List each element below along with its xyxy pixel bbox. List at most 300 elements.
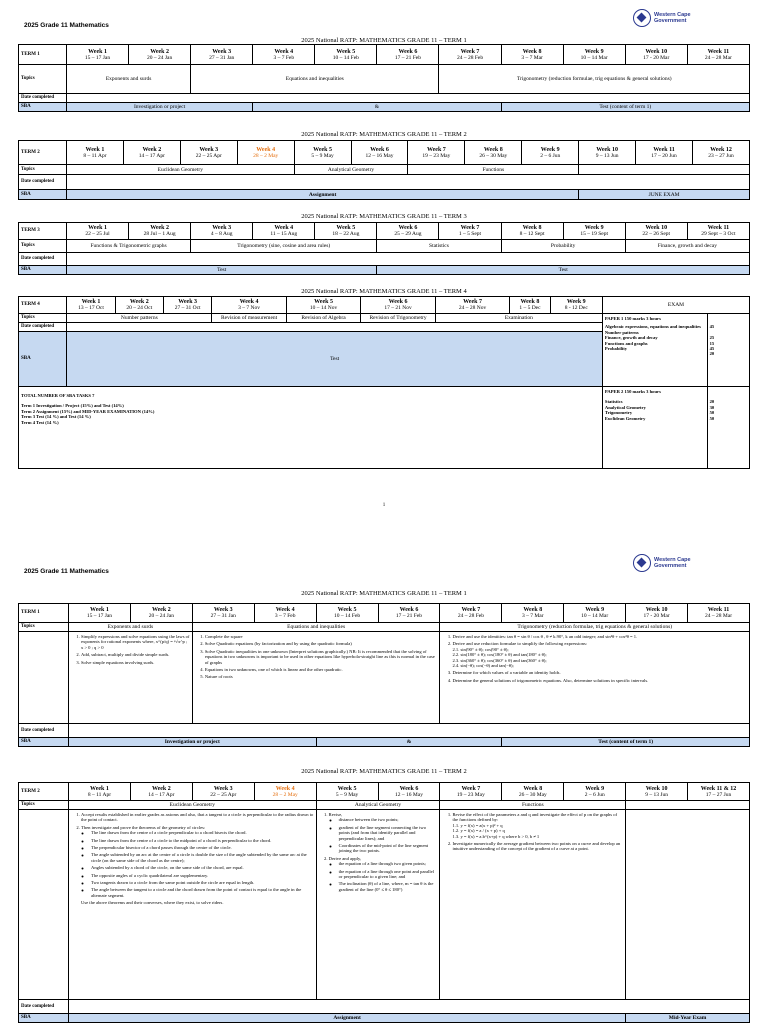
sba-task: Test (content of term 1) [501,103,749,112]
content-subitem: ◦ The inclination (θ) of a line, where, m = tan θ is the gradient of the line (0° ≤ θ ≤ 180°) [339,881,438,892]
week-label: Week 9 [566,299,586,305]
paper-1-mark: 20 [709,351,715,357]
week-dates: 28 Jul – 1 Aug [143,231,176,237]
week-label: Week 7 [460,48,480,55]
paper-2-mark: 50 [709,415,715,421]
content-item: 5. Nature of roots [205,674,438,679]
week-label: Week 9 [585,785,605,792]
paper-1-item: Finance, growth and decay [604,335,658,341]
week-label: Week 1 [81,299,101,305]
page-2 [0,512,768,1024]
week-dates: 17 – 27 Jun [705,791,732,798]
week-label: Week 8 [522,48,542,55]
content-subitem: ◦ The angle between the tangent to a circle and the chord drawn from the point of contact is equal to the angle in the alternate segment. [91,887,314,898]
topic-cell: Revision of Algebra [286,314,361,323]
week-label: Week 1 [90,785,109,792]
week-dates: 18 – 22 Aug [332,231,360,237]
week-label: Week 1 [85,146,105,153]
term3-title: 2025 National RATP: MATHEMATICS GRADE 11 – TERM 3 [301,213,467,220]
week-label: Week 8 [520,299,540,305]
week-label: Week 9 [584,48,604,55]
topic-cell: Probability [501,240,625,253]
sba-label: SBA [19,266,67,275]
date-completed-label: Date completed [19,253,67,266]
week-dates: 10 – 14 Mar [580,54,608,61]
week-label: Week 1 [88,48,107,55]
paper-2-item: Analytical Geometry [604,404,646,410]
content-functions [440,810,626,1000]
week-label: Week 8 [523,785,543,792]
week-label: Week 7 [460,225,480,231]
week-dates: 24 – 28 Mar [704,54,732,61]
topic-cell: Trigonometry (reduction formulae, trig equations & general solutions) [440,623,750,632]
paper-2-mark: 30 [709,404,715,410]
week-label: Week 10 [645,48,668,55]
week-dates: 17 - 20 Mar [643,54,670,61]
paper-2-marks [707,387,749,469]
content-item: 3. Solve Quadratic inequalities in one unknown (Interpret solutions graphically.) NB: It is recommended that the solving of equations in two unknowns is important to be used in other equations like hyperbola-straight line as this is normal in the case of graphs [205,649,438,665]
week-dates: 24 – 28 Feb [456,54,484,61]
term-label: TERM 1 [19,45,67,65]
week-dates: 4 – 8 Aug [210,231,233,237]
week-dates: 24 – 28 Mar [705,613,733,619]
logo-line-1: Western Cape [654,12,691,18]
content-item: 4. Determine the general solutions of trigonometric equations. Also, determine solutions in specific intervals. [452,678,747,683]
week-label: Week 6 [399,785,419,792]
paper-2-item: Trigonometry [604,410,633,416]
week-dates: 20 – 24 Oct [126,305,153,311]
week-label: Week 2 [151,785,171,792]
week-dates: 26 – 30 May [479,152,508,159]
week-dates: 22 – 25 Apr [210,791,237,798]
week-dates: 15 – 17 Jan [86,613,113,619]
topic-cell: Revision of Trigonometry [361,314,436,323]
term4-table [18,296,750,469]
paper-2-mark: 50 [709,410,715,416]
week-dates: 1 – 5 Sept [458,231,482,237]
week-dates: 15 – 17 Jan [84,54,111,61]
paper-1-mark: 15 [709,340,715,346]
topic-cell: Functions [408,165,579,175]
week-label: Week 9 [540,146,560,153]
sba-term-task: Term 2 Assignment (15%) and MID-YEAR EXAMINATION (14%) [21,408,155,414]
week-label: Week 2 [150,225,170,231]
week-dates: 11 – 15 Aug [270,231,298,237]
topic-cell: Exponents and surds [67,65,191,94]
week-label: Week 6 [399,607,419,613]
paper-1-item: Number patterns [604,329,639,335]
sba-task: Assignment [67,190,579,200]
content-equations [192,632,440,724]
week-dates: 23 – 27 Jun [708,152,734,159]
week-label: Week 1 [88,225,107,231]
paper-1-mark: 45 [709,324,715,330]
week-dates: 3 – 7 Mar [522,613,544,619]
content-subitem: ◦ gradient of the line segment connecting the two points (and from that identify parallel and perpendicular lines); and [339,825,438,841]
week-label: Week 12 [710,146,732,153]
topics-label: Topics [19,65,67,94]
week-dates: 17 - 20 Mar [643,613,670,619]
week-label: Week 8 [523,607,543,613]
week-dates: 8 - 12 Dec [564,305,588,311]
week-dates: 3 – 7 Nov [238,305,260,311]
paper-2-item: Statistics [604,399,623,405]
week-label: Week 6 [398,225,418,231]
week-label: Week 5 [336,48,356,55]
logo-line-2: Government [654,18,687,24]
week-dates: 9 – 13 Jun [595,152,619,159]
week-label: Week 11 & 12 [700,785,737,792]
week-dates: 10 – 14 Nov [309,305,338,311]
content-item: 1. Derive and use the identities: tan θ = sin θ / cos θ , θ ≠ k.90°, k an odd integer; and sin²θ + cos²θ = 1. [452,634,747,639]
week-dates: 2 – 6 Jun [584,791,605,798]
term-label: TERM 2 [19,141,67,165]
sba-task: Test [67,266,377,275]
sba-total: TOTAL NUMBER OF SBA TASKS 7 [21,393,95,398]
content-item: 1. Simplify expressions and solve equations using the laws of exponents for rational exponents where, x^(p/q) = ᵠ√x^p ; x > 0 ; q > 0 [81,634,190,650]
week-dates: 22 – 26 Sept [642,231,671,237]
week-label: Week 3 [213,785,233,792]
week-label: Week 3 [178,299,198,305]
logo [633,554,713,574]
sba-task: Investigation or project [69,738,317,747]
content-empty [626,810,750,1000]
topic-cell: Euclidean Geometry [69,801,317,810]
week-dates: 27 – 31 Oct [174,305,201,311]
content-item [452,812,623,839]
page-number: 1 [382,503,386,508]
topic-cell: Functions & Trigonometric graphs [67,240,191,253]
week-dates: 17 – 21 Nov [384,305,412,311]
week-dates: 15 – 19 Sept [580,231,608,237]
week-dates: 1 – 5 Dec [519,305,541,311]
topic-cell: Finance, growth and decay [625,240,749,253]
week-dates: 27 – 31 Jan [209,54,235,61]
week-label: Week 5 [313,146,332,153]
term3-table [18,222,750,275]
week-dates: 3 – 7 Feb [273,54,295,61]
topic-cell: Statistics [377,240,501,253]
content-item [329,812,438,854]
content-subitem: ◦ the equation of a line through two given points; [339,861,438,866]
topic-cell: Analytical Geometry [316,801,440,810]
paper-1-title: PAPER 1 150 marks 3 hours [604,316,661,321]
week-label: Week 5 [337,607,357,613]
week-dates: 19 – 23 May [422,152,451,159]
content-subitem: ◦ The perpendicular bisector of a chord passes through the centre of the circle. [91,845,314,850]
topic-cell: Euclidean Geometry [67,165,295,175]
content-label-cell [19,632,69,724]
week-label: Week 7 [461,785,481,792]
week-label: Week 4 [239,299,259,305]
term2-title: 2025 National RATP: MATHEMATICS GRADE 11 – TERM 2 [301,131,467,138]
content-item: 3. Solve simple equations involving surds. [81,660,190,665]
sba-label: SBA [19,332,67,387]
content-item [81,825,314,906]
exam-header: EXAM [602,297,749,314]
week-dates: 12 – 16 May [365,152,394,159]
logo-line-2: Government [654,563,687,569]
week-dates: 17 – 21 Feb [395,613,423,619]
week-label: Week 11 [707,48,730,55]
logo [633,9,713,29]
term1-title: 2025 National RATP: MATHEMATICS GRADE 11 – TERM 1 [301,37,467,44]
content-analytical [316,810,440,1000]
sba-task: JUNE EXAM [579,190,750,200]
content-subitem: 2.4. sin(−θ); cos(−θ) and tan(−θ); [452,663,514,669]
week-label: Week 11 [653,146,675,153]
week-label: Week 10 [645,225,668,231]
content-note: Use the above theorems and their converses, where they exist, to solve riders. [81,900,224,906]
week-label: Week 3 [212,225,232,231]
date-completed-label: Date completed [19,724,69,738]
week-label: Week 2 [142,146,162,153]
week-label: Week 8 [483,146,503,153]
week-label: Week 10 [645,607,668,613]
topics-label: Topics [19,314,67,323]
paper-1-breakdown [602,314,707,387]
sba-label: SBA [19,738,69,747]
week-dates: 8 – 11 Apr [83,152,107,159]
sba-task: Test [67,332,603,387]
week-dates: 19 – 23 May [456,791,485,798]
week-dates: 10 – 14 Mar [581,613,609,619]
term1-detail-table [18,603,750,747]
term2-detail-title: 2025 National RATP: MATHEMATICS GRADE 11 – TERM 2 [301,768,467,775]
week-dates: 10 – 14 Feb [334,613,361,619]
paper-1-item: Functions and graphs [604,340,648,346]
topics-label: Topics [19,623,69,632]
sba-ampersand: & [253,103,501,112]
content-subitem: 2.1. sin(90° ± θ); cos(90° ± θ); [452,646,509,652]
content-item-text: Revise the effect of the parameters a and q and investigate the effect of p on the graphs of the functions defined by: [452,812,618,823]
week-label: Week 4 [275,785,295,792]
date-completed-cell [69,724,750,738]
content-item-text: Revise, [328,812,343,817]
week-dates: 10 – 14 Feb [332,54,359,61]
paper-2-breakdown [602,387,707,469]
content-item: 1. Accept results established in earlier grades as axioms and also, that a tangent to a circle is perpendicular to the radius drawn to the point of contact. [81,812,314,823]
topic-cell: Number patterns [67,314,212,323]
content-subitem: 1.2. y = f(x) = a / (x + p) + q [452,828,505,834]
date-completed-label: Date completed [19,175,67,190]
term1-table [18,44,750,112]
content-subitem: 2.2. sin(180° ± θ); cos(180° ± θ) and tan(180° ± θ); [452,652,547,658]
date-completed-cell [67,323,603,332]
week-label: Week 3 [199,146,219,153]
term-label: TERM 1 [19,604,69,623]
sba-label: SBA [19,190,67,200]
week-label: Week 2 [151,607,171,613]
term-label: TERM 3 [19,223,67,240]
content-item-text: Derive and use reduction formulae to simplify the following expressions: [452,641,588,647]
term-label: TERM 2 [19,783,69,801]
week-dates: 17 – 21 Feb [394,54,421,61]
week-label: Week 3 [212,48,232,55]
sba-term-task: Term 4 Test (14 %) [21,419,59,425]
date-completed-cell [67,94,750,103]
week-label: Week 6 [370,146,389,153]
date-completed-cell [69,1000,750,1014]
term-label: TERM 4 [19,297,67,314]
term2-table [18,140,750,200]
content-subitem: ◦ Coordinates of the mid-point of the line segment joining the two points. [339,843,438,854]
content-euclidean [69,810,317,1000]
paper-2-item: Euclidean Geometry [604,415,646,421]
week-label: Week 10 [596,146,619,153]
week-dates: 3 – 7 Feb [274,613,296,619]
wcg-emblem-icon [633,554,651,572]
topic-cell: Trigonometry (reduction formulae, trig equations & general solutions) [439,65,750,94]
week-label: Week 9 [584,225,604,231]
week-label: Week 7 [461,607,481,613]
content-item: 2. Add, subtract, multiply and divide simple surds. [81,652,190,657]
week-dates: 28 – 2 May [272,791,298,798]
topic-cell: Trigonometry (sine, cosine and area rules) [191,240,377,253]
sba-task: Mid-Year Exam [626,1014,750,1023]
week-label: Week 10 [645,785,668,792]
week-label: Week 3 [213,607,233,613]
content-subitem: ◦ distance between the two points; [339,817,438,822]
paper-1-marks [707,314,749,387]
content-subitem: ◦ Two tangents drawn to a circle from the same point outside the circle are equal in length. [91,880,314,885]
content-subitem: 1.1. y = f(x) = a(x + p)² + q [452,822,503,828]
week-dates: 27 – 31 Jan [210,613,236,619]
sba-task: Test (content of term 1) [502,738,750,747]
week-dates: 24 – 28 Feb [457,613,484,619]
topic-cell: Functions [440,801,626,810]
topic-cell [626,801,750,810]
content-subitem: ◦ the equation of a line through one point and parallel or perpendicular to a given line; and [339,869,438,880]
week-label: Week 7 [426,146,446,153]
paper-1-item: Probability [604,346,628,352]
sba-label: SBA [19,1014,69,1023]
content-subitem: 2.3. sin(360° ± θ); cos(360° ± θ) and tan(360° ± θ); [452,657,547,663]
week-dates: 20 – 24 Jan [148,613,174,619]
week-label: Week 4 [274,48,294,55]
logo-line-1: Western Cape [654,557,691,563]
week-dates: 29 Sept – 3 Oct [701,231,736,237]
content-subitem: ◦ The line drawn from the centre of a circle to the midpoint of a chord is perpendicular to the chord. [91,838,314,843]
content-subitem: ◦ Angles subtended by a chord of the circle, on the same side of the chord, are equal. [91,865,314,870]
week-dates: 14 – 17 Apr [138,152,165,159]
week-dates: 20 – 24 Jan [147,54,173,61]
content-label-cell [19,810,69,1000]
content-subitem: ◦ The line drawn from the centre of a circle perpendicular to a chord bisects the chord. [91,830,314,835]
week-dates: 25 – 29 Aug [394,231,422,237]
content-item [452,641,747,668]
week-dates: 13 – 17 Oct [78,305,104,311]
week-dates: 3 – 7 Mar [521,54,543,61]
sba-ampersand: & [316,738,502,747]
week-dates: 14 – 17 Apr [148,791,175,798]
term2-detail-table [18,782,750,1023]
content-item-text: Derive and apply, [328,855,362,861]
week-label: Week 5 [314,299,333,305]
week-label: Week 6 [398,48,418,55]
topic-cell: Equations and inequalities [191,65,439,94]
week-label: Week 8 [522,225,542,231]
topics-label: Topics [19,165,67,175]
topic-cell [579,165,750,175]
sba-term-task: Term 1 Investigation / Project (15%) and Test (14%) [21,403,124,409]
week-dates: 26 – 30 May [518,791,547,798]
paper-1-item: Algebraic expressions, equations and inequalities [604,324,701,330]
content-item: 3. Determine for which values of a variable an identity holds. [452,670,747,675]
term4-title: 2025 National RATP: MATHEMATICS GRADE 11 – TERM 4 [301,288,467,295]
week-label: Week 7 [463,299,482,305]
topic-cell: Analytical Geometry [294,165,408,175]
content-exponents [69,632,193,724]
week-dates: 17 – 20 Jun [651,152,677,159]
date-completed-label: Date completed [19,94,67,103]
week-dates: 8 – 12 Sept [519,231,545,237]
week-label: Week 11 [707,225,730,231]
week-dates: 2 – 6 Jun [540,152,561,159]
sba-task: Assignment [69,1014,626,1023]
content-trigonometry [440,632,750,724]
paper-1-mark: 45 [709,346,715,352]
topics-label: Topics [19,240,67,253]
week-dates: 12 – 16 May [395,791,423,798]
sba-summary [19,387,603,469]
date-completed-label: Date completed [19,1000,69,1014]
paper-2-mark: 20 [709,399,715,405]
content-item: 2. Solve Quadratic equations (by factorization and by using the quadratic formula) [205,641,438,646]
date-completed-cell [67,175,750,190]
week-dates: 28 – 2 May [253,152,279,159]
content-item: 4. Equations in two unknowns, one of which is linear and the other quadratic. [205,667,438,672]
document-title: 2025 Grade 11 Mathematics [24,22,109,29]
date-completed-cell [67,253,750,266]
content-item: 2. Investigate numerically the average gradient between two points on a curve and develop an intuitive understanding of the concept of the gradient of a curve at a point. [452,841,623,852]
week-label: Week 2 [150,48,170,55]
paper-2-title: PAPER 2 150 marks 3 hours [604,389,661,394]
sba-label: SBA [19,103,67,112]
content-item-text: Then investigate and prove the theorems of the geometry of circles: [81,824,206,830]
wcg-emblem-icon [633,9,651,27]
topic-cell: Examination [435,314,602,323]
week-label: Week 4 [274,225,294,231]
week-label: Week 5 [337,785,357,792]
topic-cell: Revision of measurement [212,314,287,323]
content-subitem: ◦ The opposite angles of a cyclic quadrilateral are supplementary. [91,873,314,878]
week-dates: 9 – 13 Jun [645,791,668,798]
week-label: Week 1 [90,607,109,613]
content-item [329,856,438,892]
date-completed-label: Date completed [19,323,67,332]
week-label: Week 4 [256,146,276,153]
week-label: Week 9 [585,607,605,613]
content-subitem: 1.3. y = f(x) = a.b^(x+p) + q where b > 0, b ≠ 1 [452,833,540,839]
week-label: Week 2 [129,299,149,305]
content-item: 1. Complete the square [205,634,438,639]
sba-task: Investigation or project [67,103,253,112]
week-dates: 8 – 11 Apr [87,791,112,798]
paper-1-mark: 25 [709,335,715,341]
week-dates: 5 – 9 May [335,791,359,798]
week-dates: 22 – 25 Jul [85,231,110,237]
topic-cell: Equations and inequalities [192,623,440,632]
week-label: Week 6 [388,299,408,305]
topic-cell: Exponents and surds [69,623,193,632]
week-dates: 24 – 28 Nov [458,305,487,311]
week-label: Week 4 [275,607,295,613]
week-dates: 5 – 9 May [311,152,334,159]
sba-term-task: Term 3 Test (14 %) and Test (14 %) [21,414,91,420]
week-label: Week 5 [336,225,356,231]
sba-task: Test [377,266,750,275]
